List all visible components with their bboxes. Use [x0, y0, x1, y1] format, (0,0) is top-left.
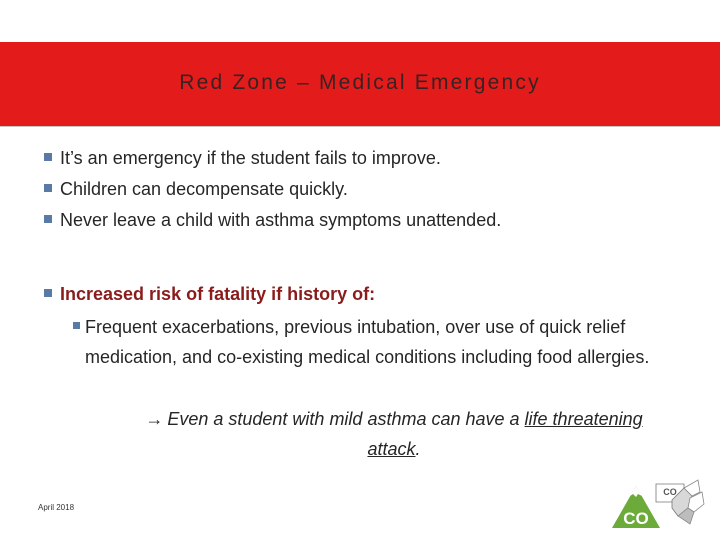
risk-sub-item: Frequent exacerbations, previous intubation, over use of quick relief medication, and co-existing medical conditions including food allergies. [73, 312, 673, 372]
mild-asthma-note [94, 404, 694, 464]
bullet-item: It’s an emergency if the student fails to improve. [44, 143, 501, 174]
note-emphasis-attack: attack [367, 439, 416, 459]
risk-heading: Increased risk of fatality if history of: [44, 279, 375, 309]
risk-sub-list [73, 312, 673, 372]
arrow-icon: → [145, 409, 164, 429]
logo-text-large: CO [623, 509, 649, 528]
note-emphasis-life-threatening: life threatening [524, 409, 643, 429]
note-suffix: . [415, 439, 421, 459]
bullet-item: Children can decompensate quickly. [44, 174, 501, 205]
bullet-item: Never leave a child with asthma symptoms unattended. [44, 205, 501, 236]
colorado-education-logo [612, 478, 708, 530]
main-bullet-list [44, 143, 501, 236]
slide-title: Red Zone – Medical Emergency [179, 71, 541, 94]
footer-date: April 2018 [38, 503, 75, 512]
logo-text-small: CO [663, 487, 677, 497]
note-prefix: Even a student with mild asthma can have a [167, 409, 525, 429]
